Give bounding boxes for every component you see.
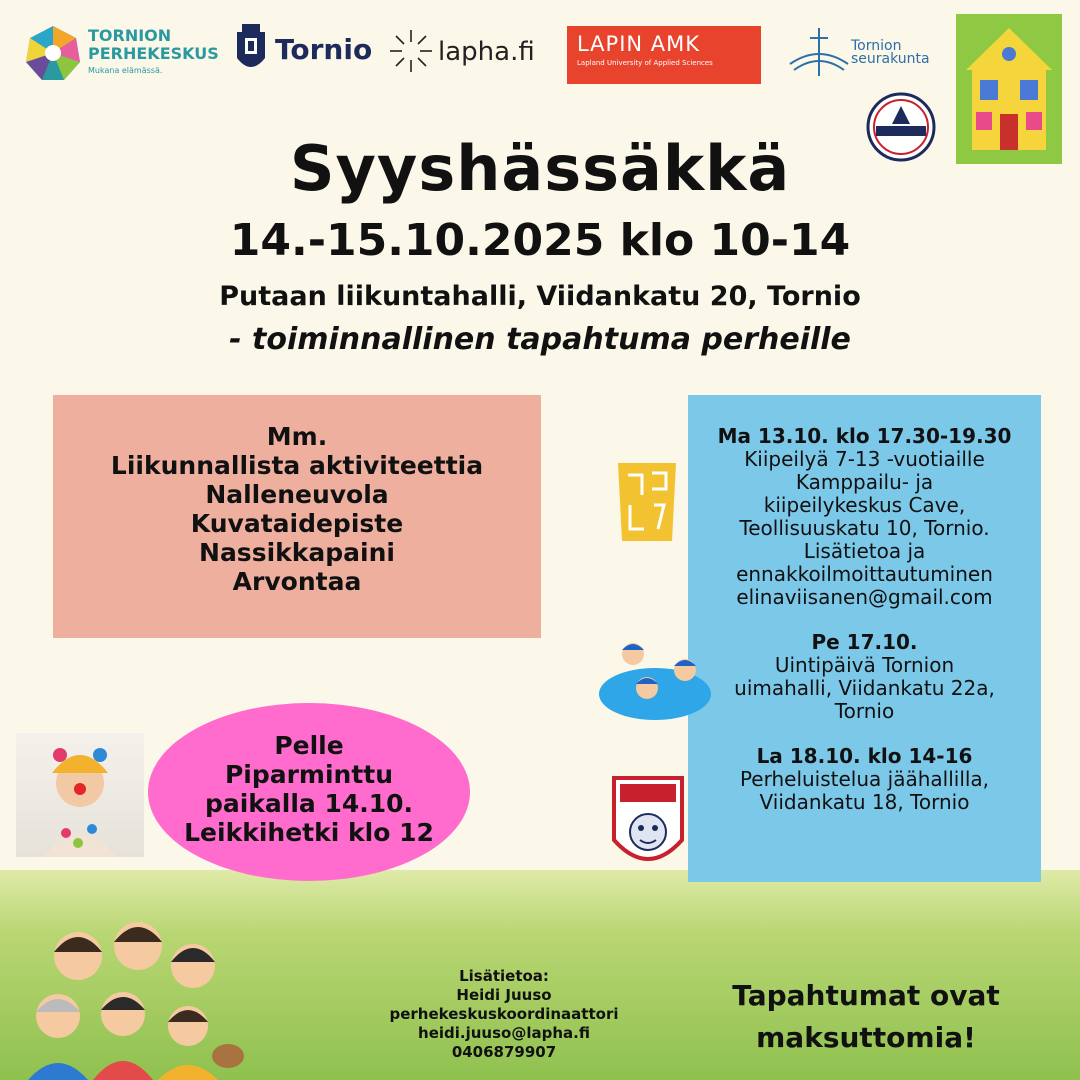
clown-info-ellipse	[148, 703, 470, 881]
schedule-line: Kiipeilyä 7-13 -vuotiaille	[744, 447, 985, 471]
activities-box	[53, 395, 541, 638]
schedule-line: Perheluistelua jäähallilla,	[739, 767, 990, 791]
event-venue: Putaan liikuntahalli, Viidankatu 20, Tornio	[219, 281, 861, 312]
lapha-sun-icon	[388, 28, 434, 74]
climbing-logo-icon	[608, 445, 686, 553]
schedule-item-swimming	[688, 631, 1041, 723]
clown-line: Piparminttu	[224, 760, 394, 789]
perhekeskus-line2: PERHEKESKUS	[88, 44, 219, 63]
schedule-head: Pe 17.10.	[811, 630, 918, 654]
clown-line: paikalla 14.10.	[204, 789, 414, 818]
clown-line: Pelle	[274, 731, 344, 760]
schedule-item-skating	[688, 745, 1041, 814]
contact-email[interactable]: heidi.juuso@lapha.fi	[418, 1024, 590, 1042]
seurakunta-cross-icon	[786, 24, 852, 80]
schedule-line: ennakkoilmoittautuminen	[736, 562, 993, 586]
schedule-line: Lisätietoa ja	[803, 539, 926, 563]
schedule-line: uimahalli, Viidankatu 22a,	[734, 676, 995, 700]
tornio-logo-text: Tornio	[275, 33, 373, 66]
schedule-head: La 18.10. klo 14-16	[756, 744, 973, 768]
contact-line: perhekeskuskoordinaattori	[389, 1005, 619, 1023]
schedule-head: Ma 13.10. klo 17.30-19.30	[717, 424, 1012, 448]
perhekeskus-logo-icon	[24, 24, 82, 82]
activity-line: Nassikkapaini	[199, 538, 395, 567]
seurakunta-line1: Tornion	[851, 38, 902, 54]
event-dates: 14.-15.10.2025 klo 10-14	[229, 215, 851, 266]
tikers-tiger-logo-icon	[608, 770, 688, 880]
contact-line: Lisätietoa:	[459, 967, 549, 985]
schedule-line: Kamppailu- ja	[795, 470, 934, 494]
activity-line: Kuvataidepiste	[190, 509, 404, 538]
clown-figure-icon	[16, 733, 144, 857]
activity-line: Arvontaa	[232, 567, 362, 596]
free-line: Tapahtumat ovat	[732, 979, 1000, 1012]
lapin-amk-name: LAPIN AMK	[577, 32, 701, 56]
schedule-line: Viidankatu 18, Tornio	[759, 790, 970, 814]
schedule-item-climbing	[688, 425, 1041, 609]
free-line: maksuttomia!	[756, 1021, 976, 1054]
clown-line: Leikkihetki klo 12	[184, 818, 434, 847]
lapha-logo-text: lapha.fi	[438, 37, 535, 67]
perhekeskus-logo-text	[88, 27, 219, 63]
family-illustration-icon	[18, 896, 248, 1080]
free-notice	[696, 975, 1036, 1059]
seurakunta-logo-text	[851, 40, 930, 66]
event-title: Syyshässäkkä	[289, 132, 791, 205]
activity-line: Mm.	[266, 422, 328, 451]
contact-info	[358, 967, 650, 1062]
schedule-line: Teollisuuskatu 10, Tornio.	[739, 516, 990, 540]
lapin-amk-logo	[567, 26, 761, 84]
perhekeskus-line1: TORNION	[88, 26, 172, 45]
schedule-line: elinaviisanen@gmail.com	[736, 585, 993, 609]
swimming-kids-icon	[597, 630, 712, 722]
clown-photo	[16, 733, 144, 857]
activity-line: Nalleneuvola	[205, 480, 389, 509]
schedule-box	[688, 395, 1041, 882]
event-tagline: - toiminnallinen tapahtuma perheille	[229, 322, 851, 357]
seurakunta-line2: seurakunta	[851, 51, 930, 67]
activity-line: Liikunnallista aktiviteettia	[110, 451, 484, 480]
contact-line: Heidi Juuso	[456, 986, 552, 1004]
schedule-line: kiipeilykeskus Cave,	[763, 493, 966, 517]
contact-phone[interactable]: 0406879907	[451, 1043, 557, 1061]
schedule-line: Tornio	[834, 699, 895, 723]
tornio-crest-icon	[234, 22, 268, 76]
perhekeskus-slogan: Mukana elämässä.	[88, 66, 163, 75]
schedule-line: Uintipäivä Tornion	[774, 653, 955, 677]
lapin-amk-subtitle: Lapland University of Applied Sciences	[577, 59, 713, 67]
